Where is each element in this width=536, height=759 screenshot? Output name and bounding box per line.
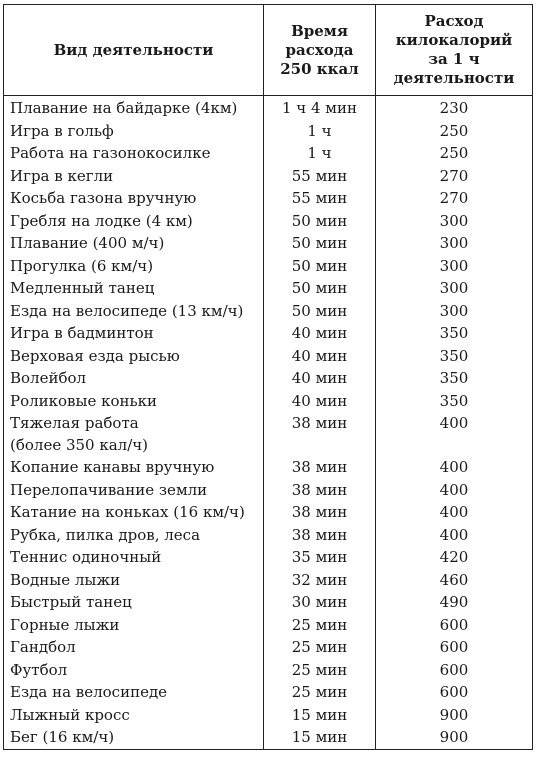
activity-cell	[4, 659, 264, 682]
activity-cell	[4, 345, 264, 368]
activity-cell	[4, 277, 264, 300]
activity-cell	[4, 479, 264, 502]
kcal-cell: 400	[376, 412, 533, 456]
table-row	[4, 367, 533, 390]
activity-text: Косьба газона вручную	[10, 189, 197, 208]
time-cell: 15 мин	[264, 726, 376, 749]
kcal-cell: 250	[376, 142, 533, 165]
activity-text: Теннис одиночный	[10, 548, 162, 567]
activity-text: Гандбол	[10, 638, 76, 657]
kcal-cell: 400	[376, 524, 533, 547]
kcal-cell: 300	[376, 277, 533, 300]
kcal-cell: 400	[376, 456, 533, 479]
activity-cell	[4, 704, 264, 727]
table-row	[4, 300, 533, 323]
time-cell: 1 ч 4 мин	[264, 96, 376, 120]
time-cell: 25 мин	[264, 636, 376, 659]
activity-cell	[4, 120, 264, 143]
table-row	[4, 390, 533, 413]
table-row	[4, 120, 533, 143]
activity-cell	[4, 255, 264, 278]
activity-text: Водные лыжи	[10, 570, 121, 589]
table-row	[4, 591, 533, 614]
activity-text-continued: (более 350 кал/ч)	[10, 436, 149, 454]
header-activity: Вид деятельности	[4, 5, 264, 96]
activity-cell	[4, 210, 264, 233]
activity-text: Верховая езда рысью	[10, 346, 180, 365]
table-row	[4, 412, 533, 456]
activity-cell	[4, 636, 264, 659]
activity-text: Тяжелая работа	[10, 414, 139, 432]
activity-cell	[4, 322, 264, 345]
time-cell: 35 мин	[264, 546, 376, 569]
kcal-cell: 900	[376, 726, 533, 749]
activity-text: Гребля на лодке (4 км)	[10, 211, 193, 230]
time-cell: 1 ч	[264, 120, 376, 143]
activity-cell	[4, 412, 264, 456]
kcal-cell: 400	[376, 501, 533, 524]
header-kcal-line: Расход	[424, 12, 484, 30]
header-time-line: 250 ккал	[280, 59, 359, 78]
kcal-cell: 300	[376, 210, 533, 233]
kcal-cell: 350	[376, 322, 533, 345]
activity-text: Езда на велосипеде (13 км/ч)	[10, 301, 244, 320]
table-row	[4, 456, 533, 479]
table-row	[4, 96, 533, 120]
table-row	[4, 142, 533, 165]
header-time	[264, 5, 376, 96]
activity-text: Игра в кегли	[10, 166, 114, 185]
time-cell: 38 мин	[264, 479, 376, 502]
table-row	[4, 614, 533, 637]
activity-text: Игра в бадминтон	[10, 324, 154, 343]
kcal-cell: 600	[376, 659, 533, 682]
header-time-line: расхода	[285, 40, 354, 59]
time-cell: 30 мин	[264, 591, 376, 614]
activity-text: Прогулка (6 км/ч)	[10, 256, 154, 275]
table-row	[4, 187, 533, 210]
activity-text: Перелопачивание земли	[10, 480, 208, 499]
kcal-cell: 350	[376, 367, 533, 390]
time-cell: 50 мин	[264, 300, 376, 323]
kcal-cell: 300	[376, 232, 533, 255]
time-cell: 55 мин	[264, 165, 376, 188]
table-row	[4, 546, 533, 569]
table-row	[4, 501, 533, 524]
table-row	[4, 345, 533, 368]
activity-text: Копание канавы вручную	[10, 458, 215, 477]
kcal-cell: 600	[376, 636, 533, 659]
time-cell: 40 мин	[264, 322, 376, 345]
time-cell: 25 мин	[264, 659, 376, 682]
activity-text: Бег (16 км/ч)	[10, 728, 115, 747]
activity-cell	[4, 96, 264, 120]
activity-text: Лыжный кросс	[10, 705, 130, 724]
table-row	[4, 726, 533, 749]
activity-cell	[4, 524, 264, 547]
table-row	[4, 704, 533, 727]
kcal-cell: 300	[376, 255, 533, 278]
activity-cell	[4, 614, 264, 637]
time-cell: 40 мин	[264, 345, 376, 368]
kcal-cell: 350	[376, 345, 533, 368]
table-row	[4, 322, 533, 345]
activity-cell	[4, 546, 264, 569]
activity-text: Плавание на байдарке (4км)	[10, 99, 238, 118]
header-kcal-line: деятельности	[393, 69, 515, 87]
activity-cell	[4, 232, 264, 255]
kcal-cell: 350	[376, 390, 533, 413]
table-row	[4, 165, 533, 188]
table-row	[4, 277, 533, 300]
table-row	[4, 524, 533, 547]
header-kcal	[376, 5, 533, 96]
time-cell: 25 мин	[264, 614, 376, 637]
table-row	[4, 569, 533, 592]
activity-cell	[4, 165, 264, 188]
activity-cell	[4, 300, 264, 323]
activity-cell	[4, 726, 264, 749]
table-row	[4, 479, 533, 502]
kcal-cell: 460	[376, 569, 533, 592]
activity-cell	[4, 501, 264, 524]
header-row	[4, 5, 533, 96]
calorie-table	[3, 4, 533, 750]
activity-text: Роликовые коньки	[10, 391, 158, 410]
activity-text: Катание на коньках (16 км/ч)	[10, 503, 245, 522]
time-cell: 38 мин	[264, 524, 376, 547]
time-cell: 55 мин	[264, 187, 376, 210]
activity-text: Горные лыжи	[10, 615, 120, 634]
table-row	[4, 659, 533, 682]
kcal-cell: 900	[376, 704, 533, 727]
time-cell: 50 мин	[264, 277, 376, 300]
activity-cell	[4, 569, 264, 592]
table-row	[4, 681, 533, 704]
kcal-cell: 420	[376, 546, 533, 569]
table-body	[4, 96, 533, 750]
time-cell: 38 мин	[264, 501, 376, 524]
header-time-line: Время	[291, 21, 348, 40]
activity-text: Футбол	[10, 660, 68, 679]
time-cell: 15 мин	[264, 704, 376, 727]
activity-cell	[4, 390, 264, 413]
time-cell: 50 мин	[264, 210, 376, 233]
kcal-cell: 400	[376, 479, 533, 502]
header-kcal-line: за 1 ч	[428, 50, 480, 68]
activity-cell	[4, 591, 264, 614]
table-row	[4, 210, 533, 233]
activity-cell	[4, 187, 264, 210]
time-cell: 40 мин	[264, 390, 376, 413]
activity-text: Работа на газонокосилке	[10, 144, 211, 163]
kcal-cell: 490	[376, 591, 533, 614]
header-kcal-line: килокалорий	[395, 31, 513, 49]
kcal-cell: 250	[376, 120, 533, 143]
activity-text: Езда на велосипеде	[10, 683, 168, 702]
activity-text: Рубка, пилка дров, леса	[10, 525, 201, 544]
time-cell: 38 мин	[264, 456, 376, 479]
activity-text: Быстрый танец	[10, 593, 132, 612]
time-cell: 25 мин	[264, 681, 376, 704]
time-cell: 50 мин	[264, 232, 376, 255]
kcal-cell: 230	[376, 96, 533, 120]
time-cell: 40 мин	[264, 367, 376, 390]
kcal-cell: 600	[376, 681, 533, 704]
activity-text: Игра в гольф	[10, 121, 114, 140]
kcal-cell: 300	[376, 300, 533, 323]
activity-cell	[4, 367, 264, 390]
table-row	[4, 255, 533, 278]
activity-cell	[4, 142, 264, 165]
table-row	[4, 636, 533, 659]
activity-text: Волейбол	[10, 369, 87, 388]
time-cell: 1 ч	[264, 142, 376, 165]
kcal-cell: 600	[376, 614, 533, 637]
table-row	[4, 232, 533, 255]
kcal-cell: 270	[376, 187, 533, 210]
time-cell: 32 мин	[264, 569, 376, 592]
activity-cell	[4, 456, 264, 479]
activity-cell	[4, 681, 264, 704]
time-cell: 50 мин	[264, 255, 376, 278]
time-cell: 38 мин	[264, 412, 376, 456]
activity-text: Медленный танец	[10, 279, 155, 298]
kcal-cell: 270	[376, 165, 533, 188]
activity-text: Плавание (400 м/ч)	[10, 234, 165, 253]
